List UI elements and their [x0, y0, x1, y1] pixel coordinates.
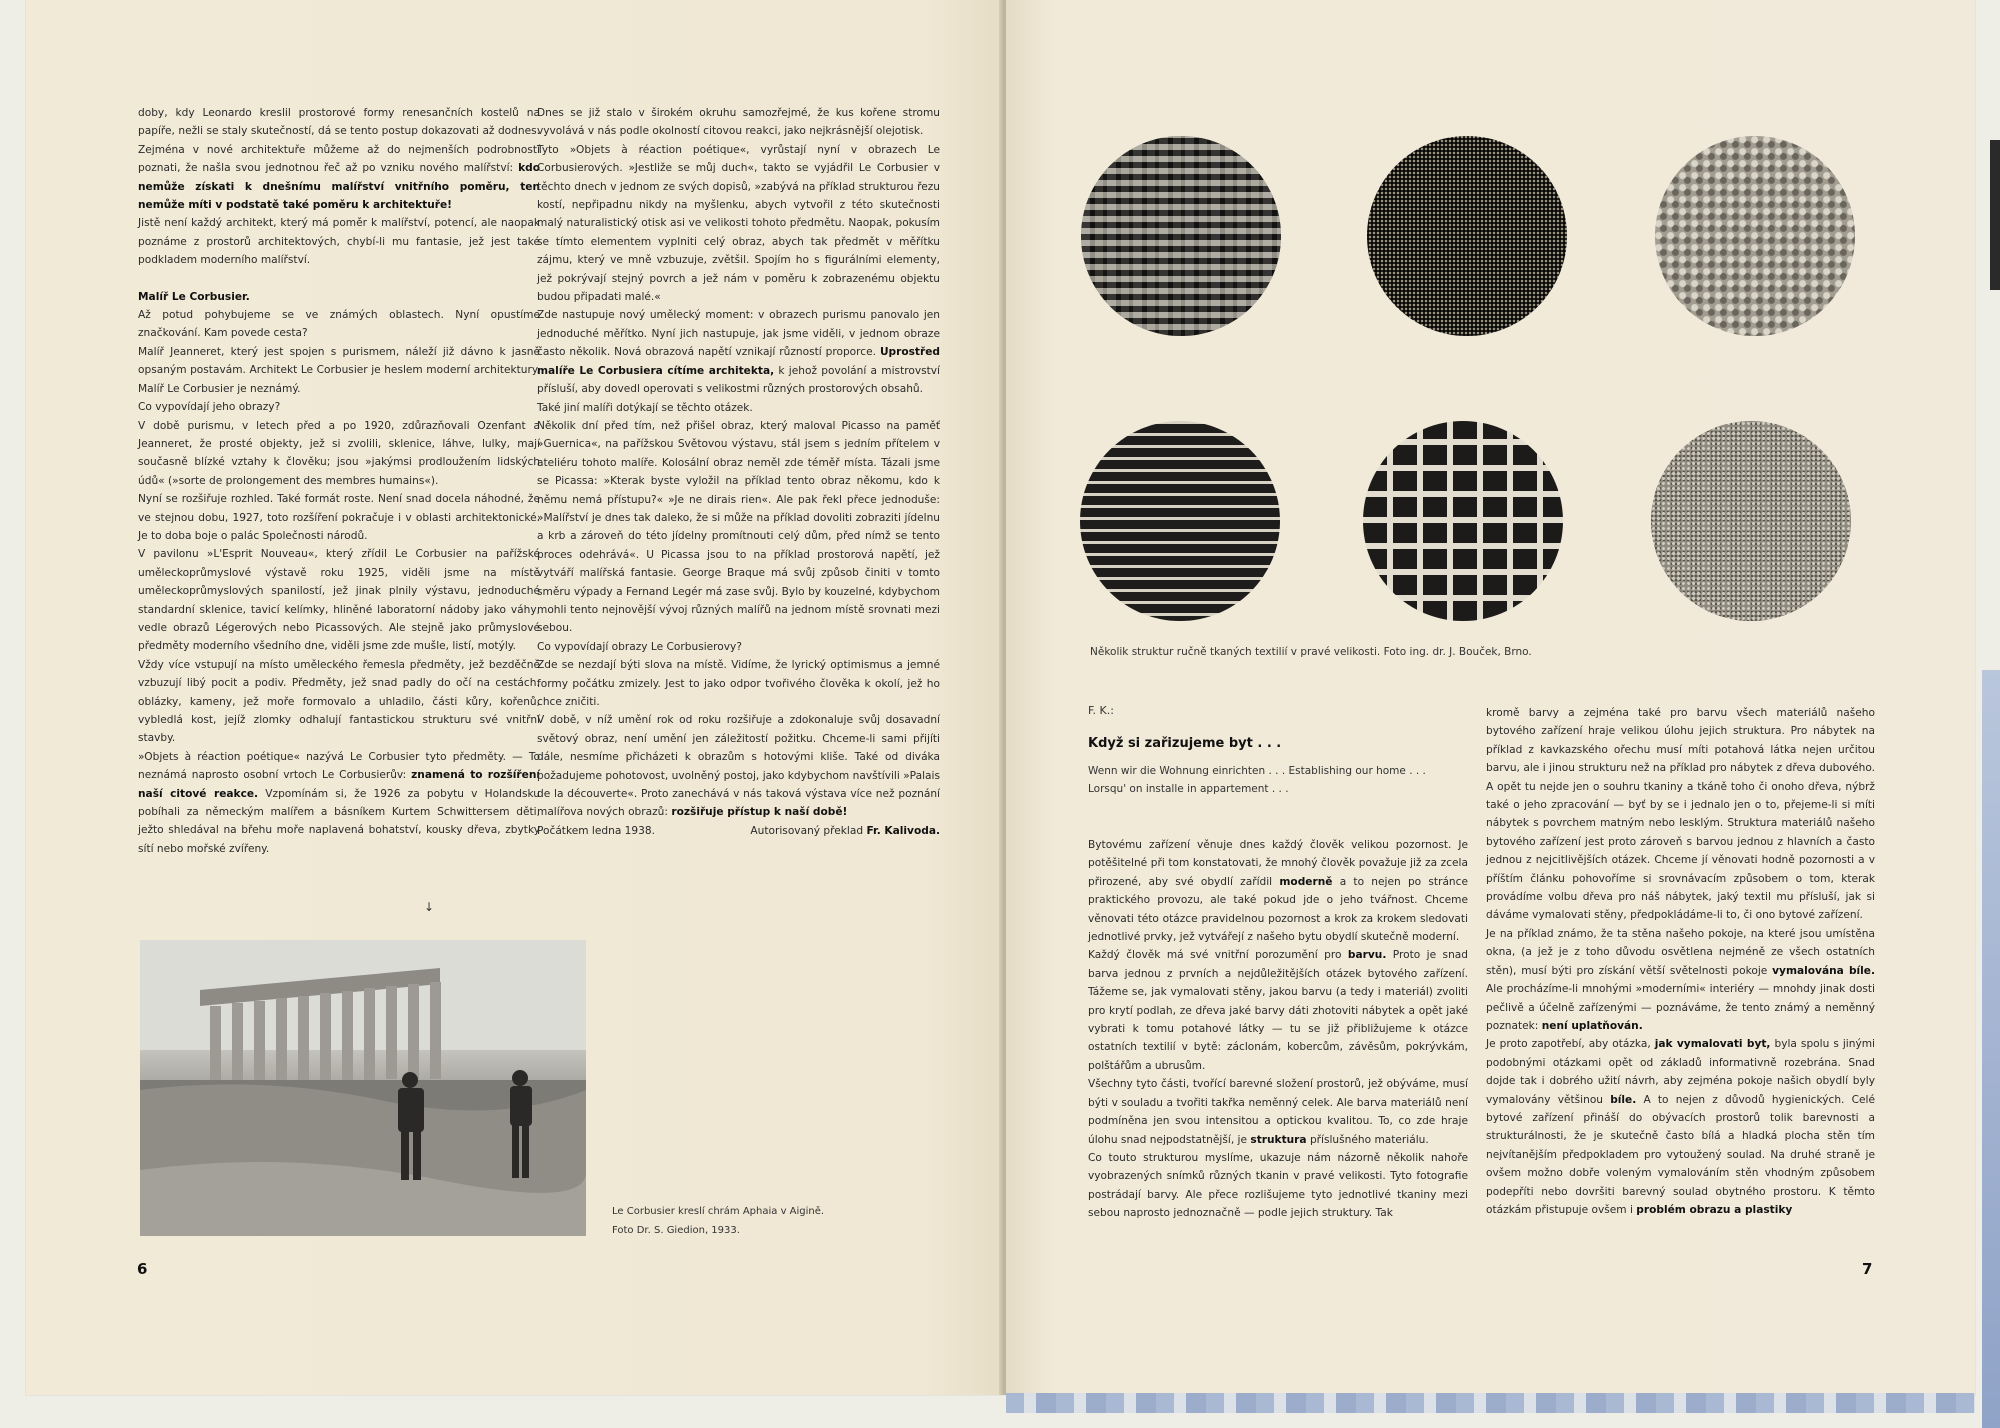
paragraph: Tyto »Objets à réaction poétique«, vyrůstají nyní v obrazech Le Corbusierových. »Jestliže se můj duch«, takto se vyjádřil Le Corbusier v těchto dnech v jednom ze svých dopisů, »zabývá na příklad strukturou řezu kostí, nepřipadnu nikdy na myšlenku, abych vytvořil z této skutečnosti malý naturalistický otisk asi ve velikosti tohoto předmětu. Naopak, pokusím se tímto elementem vyplniti celý obraz, abych tak předmět v měřítku zájmu, který ve mně vzbuzuje, zvětšil. Spojím ho s figurálními elementy, jež pokrývají stejný povrch a jež nám v poměru k zobrazenému objektu budou připadati malé.« [537, 143, 940, 304]
paragraph: Co vypovídají obrazy Le Corbusierovy? [537, 640, 742, 653]
textile-circle [1367, 136, 1567, 336]
right-column-1 [1088, 836, 1468, 1223]
paragraph: »Objets à réaction poétique« nazývá Le Corbusier tyto předměty. — To neznámá naprosto osobní vrtoch Le Corbusierův: znamená to rozšíření naší citové reakce. Vzpomínám si, že 1926 za pobytu v Holandsku pobíhali za německým malířem a básníkem Kurtem Schwittersem děti, ježto shledával na břehu moře naplavená bohatství, kousky dřeva, zbytky sítí nebo mořské zvířeny. [138, 750, 540, 855]
right-page [1006, 0, 1975, 1395]
paragraph: Je proto zapotřebí, aby otázka, jak vymalovati byt, byla spolu s jinými podobnými otázkami opět od základů informativně rozebrána. Snad dojde tak i dobrého užití návrh, aby zejména pokoje našich obydlí byly vymalovány většinou bíle. A to nejen z důvodů hygienických. Celé bytové zařízení přináší do obývacích prostorů tolik barevnosti a strukturálnosti, že je skutečně často bílá a hladká plocha stěn tím nejvítanějším předpokladem pro vytoužený soulad. Na druhé straně je ovšem možno dobře voleným vymalováním stěn vhodným způsobem podepříti nebo dovršiti barevný soulad obytného prostoru. K těmto otázkám přistupuje ovšem i problém obrazu a plastiky [1486, 1038, 1875, 1216]
left-column-2 [537, 104, 940, 840]
paragraph: V pavilonu »L'Esprit Nouveau«, který zřídil Le Corbusier na pařížské uměleckoprůmyslové výstavě roku 1925, viděli jsme na místě uměleckoprůmyslových spanilostí, jež jinak plnily výstavu, jednoduché standardní sklenice, tavicí kelímky, hliněné laboratorní nádoby jako váhy, vedle obrazů Légerových nebo Picassových. Ale stejně jako průmyslové předměty moderního všedního dne, viděli jsme zde mušle, listí, motýly. [138, 548, 540, 653]
paragraph: Dnes se již stalo v širokém okruhu samozřejmé, že kus kořene stromu vyvolává v nás podle okolností citovou reakci, jako nejkrásnější olejotisk. [537, 107, 940, 138]
temple-illustration [140, 940, 586, 1236]
paragraph: Malíř Jeanneret, který jest spojen s purismem, náleží již dávno k jasně opsaným postavám. Architekt Le Corbusier je heslem moderní architektury. Malíř Le Corbusier je neznámý. [138, 345, 540, 395]
paragraph: V době purismu, v letech před a po 1920, zdůrazňovali Ozenfant a Jeanneret, že prosté objekty, jež si zvolili, sklenice, láhve, lulky, mají současně blízké vztahy k člověku; jsou »jakýmsi prodloužením lidských údů« (»sorte de prolongement des membres humains«). [138, 419, 540, 487]
paragraph: Každý člověk má své vnitřní porozumění pro barvu. Proto je snad barva jednou z prvních a nejdůležitějších otázek bytového zařízení. Tážeme se, jak vymalovati stěny, jakou barvu (a tedy i materiál) zvoliti pro krytí podlah, ze dřeva jaké barvy dáti zhotoviti nábytek a opět jaké vybrati k tomu potahové látky — tu se již přibližujeme k otázce ostatních textilií v bytě: záclonám, kobercům, závěsům, pokrývkám, polštářům a ubrusům. [1088, 949, 1469, 1072]
paragraph: Zde se nezdají býti slova na místě. Vidíme, že lyrický optimismus a jemné formy počátku zmizely. Jest to jako odpor tvořivého člověka k okolí, jež ho chce zničiti. [537, 659, 940, 708]
paragraph: Co vypovídají jeho obrazy? [138, 401, 281, 414]
cover-edge-bottom [1006, 1393, 1975, 1413]
left-column-1 [138, 104, 540, 858]
textile-circle [1080, 421, 1280, 621]
page-number: 7 [1862, 1260, 1873, 1278]
textile-circle [1363, 421, 1563, 621]
paragraph: V době, v níž umění rok od roku rozšiřuje a zdokonaluje svůj dosavadní světový obraz, není umění jen záležitostí požitku. Chceme-li sami přijíti dále, nesmíme přicházeti k obrazům s hotovými kliše. Také od diváka požadujeme pohotovost, uvolněný postoj, jako kdybychom navštívili »Palais de la découverte«. Proto zanechává v nás taková výstava více než poznání malířova nových obrazů: rozšiřuje přístup k naší době! [537, 714, 940, 819]
arrow-marker: ↓ [424, 900, 435, 914]
caption-line: Foto Dr. S. Giedion, 1933. [612, 1225, 740, 1236]
textile-circle [1655, 136, 1855, 336]
textile-circle [1651, 421, 1851, 621]
author-initials: F. K.: [1088, 704, 1114, 717]
paragraph: doby, kdy Leonardo kreslil prostorové formy renesančních kostelů na papíře, nežli se staly skutečností, dá se tento postup dokazovati až dodnes. Zejména v nové architektuře můžeme až do nejmenších podrobností poznati, že našla svou jednotnou řeč až po vzniku nového malířství: kdo nemůže získati k dnešnímu malířství vnitřního poměru, ten nemůže míti v podstatě také poměru k architektuře! [138, 107, 540, 212]
subtitle-line: Wenn wir die Wohnung einrichten . . . Establishing our home . . . [1088, 765, 1426, 777]
cover-edge [1982, 670, 2000, 1428]
article-title: Když si zařizujeme byt . . . [1088, 736, 1282, 751]
paragraph: Nyní se rozšiřuje rozhled. Také formát roste. Není snad docela náhodné, že ve stejnou dobu, 1927, toto rozšíření pokračuje i v oblasti architektonické. Je to doba boje o palác Společnosti národů. [138, 493, 540, 542]
translation-note: Autorisovaný překlad [750, 824, 864, 837]
paragraph: Všechny tyto části, tvořící barevné složení prostorů, jež obýváme, musí býti v souladu a tvořiti takřka neměnný celek. Ale barva materiálů není podmíněna jen svou intensitou a optickou kvalitou. To, co zde hraje úlohu snad nejpodstatnější, je struktura příslušného materiálu. [1088, 1078, 1468, 1146]
date-line: Počátkem ledna 1938. [537, 824, 656, 837]
paragraph: Je na příklad známo, že ta stěna našeho pokoje, na které jsou umístěna okna, (a jež je z toho důvodu osvětlena nejméně ze všech ostatních stěn), musí býti pro získání větší světelnosti pokoje vymalována bíle. Ale procházíme-li mnohými »moderními« interiéry — mnohdy jinak dosti pečlivě a účelně zařízenými — poznáváme, že tento známý a neměnný poznatek: není uplatňován. [1486, 927, 1875, 1032]
paragraph: Vždy více vstupují na místo uměleckého řemesla předměty, jež bezděčně vzbuzují libý pocit a podiv. Předměty, jež snad padly do očí na cestách: oblázky, kameny, jež moře formovalo a uhladilo, části kůry, kořenů, vybledlá kost, jejíž zlomky odhalují fantastickou strukturu své vnitřní stavby. [138, 658, 540, 745]
photo-caption [612, 1202, 824, 1240]
paragraph: Několik dní před tím, než přišel obraz, který maloval Picasso na paměť »Guernica«, na pařížskou Světovou výstavu, stál jsem s jedním přítelem v ateliéru tohoto malíře. Kolosální obraz neměl zde téměř místa. Tázali jsme se Picassa: »Kterak byste vyložil na příklad tento obraz někomu, kdo k němu nemá přístupu?« »Je ne dirais rien«. Ale pak řekl přece jednoduše: »Malířství je dnes tak daleko, že si může na příklad dovoliti zobraziti jídelnu a krb a zároveň do této jídelny promítnouti celý dům, před nímž se tento proces odehrává«. U Picassa jsou to na příklad prostorová napětí, jež vytváří malířská fantasie. George Braque má svůj způsob činiti v tomto směru výpady a Fernand Legér má zase svůj. Bylo by kouzelné, kdybychom mohli tento nejnovější vývoj různých malířů na jednom místě srovnati mezi sebou. [537, 419, 940, 635]
bold-statement: rozšiřuje přístup k naší době! [671, 806, 848, 819]
caption-line: Le Corbusier kreslí chrám Aphaia v Aigině. [612, 1206, 825, 1217]
subtitle-line: Lorsqu' on installe in appartement . . . [1088, 783, 1289, 795]
right-column-2 [1486, 704, 1875, 1219]
paragraph: Také jiní malíři dotýkají se těchto otázek. [537, 401, 753, 414]
bold-statement: kdo nemůže získati k dnešnímu malířství vnitřního poměru, ten nemůže míti v podstatě také poměru k architektuře! [138, 162, 540, 212]
bold-statement: znamená to rozšíření naší citové reakce. [138, 769, 540, 800]
bold-statement: Uprostřed malíře Le Corbusiera cítíme architekta, [537, 346, 940, 377]
left-page [26, 0, 1002, 1395]
paragraph: Co touto strukturou myslíme, ukazuje nám názorně několik nahoře vyobrazených snímků různých tkanin v pravé velikosti. Tyto fotografie postrádají barvy. Ale přece rozlišujeme tyto jednotlivé tkaniny mezi sebou naprosto jednoznačně — podle jejich struktury. Tak [1088, 1151, 1468, 1220]
paragraph: Jistě není každý architekt, který má poměr k malířství, potencí, ale naopak poznáme z prostorů architektových, chybí-li mu fantasie, jež jest také podkladem moderního malířství. [138, 217, 540, 267]
textile-circle [1081, 136, 1281, 336]
dark-page-edge [1990, 140, 2000, 290]
article-subtitle [1088, 762, 1426, 798]
section-heading: Malíř Le Corbusier. [138, 290, 250, 303]
paragraph: Zde nastupuje nový umělecký moment: v obrazech purismu panovalo jen jednoduché měřítko. Nyní jich nastupuje, jak jsme viděli, v jednom obraze často několik. Nová obrazová napětí vznikají růzností proporce. Uprostřed malíře Le Corbusiera cítíme architekta, k jehož povolání a mistrovství přísluší, aby dovedl operovati s velikostmi různých prostorových obsahů. [537, 309, 940, 396]
translator-name: Fr. Kalivoda. [866, 824, 940, 837]
textiles-caption: Několik struktur ručně tkaných textilií v pravé velikosti. Foto ing. dr. J. Bouček, Brno. [1090, 646, 1532, 658]
temple-photo [140, 940, 586, 1236]
paragraph: Až potud pohybujeme se ve známých oblastech. Nyní opustíme značkování. Kam povede cesta? [138, 309, 540, 340]
signature-line [537, 822, 940, 840]
paragraph: kromě barvy a zejména také pro barvu všech materiálů našeho bytového zařízení hraje velikou úlohu jejich struktura. Pro nábytek na příklad z kavkazského ořechu musí míti potahová látka nejen určitou barvu, ale i jinou strukturu než na příklad pro nábytek z dřeva dubového. A opět tu nejde jen o souhru tkaniny a tkáně toho či onoho dřeva, nýbrž také o jeho zpracování — byť by se i jednalo jen o to, přejeme-li si míti nábytek s povrchem matným nebo lesklým. Struktura materiálů našeho bytového zařízení jest proto zároveň s barvou jednou z hlavních a často jednou z nejcitlivějších otázek. Chceme jí věnovati hodně pozornosti a v příštím článku pohovoříme si srovnávacím způsobem o tom, kterak provádíme volbu dřeva pro náš nábytek, jaký textil mu přísluší, jak si dáváme vymalovati stěny, předpokládáme-li to, či ono bytové zařízení. [1486, 707, 1875, 922]
page-number: 6 [137, 1260, 148, 1278]
paragraph: Bytovému zařízení věnuje dnes každý člověk velikou pozornost. Je potěšitelné při tom konstatovati, že mnohý člověk považuje již za zcela přirozené, aby své obydlí zařídil moderně a to nejen po stránce praktického provozu, ale také pokud jde o jeho tvářnost. Chceme věnovati této otázce pravidelnou pozornost a krok za krokem sledovati jednotlivé prvky, jež vytvářejí z našeho bytu obydlí skutečně moderní. [1088, 839, 1468, 944]
